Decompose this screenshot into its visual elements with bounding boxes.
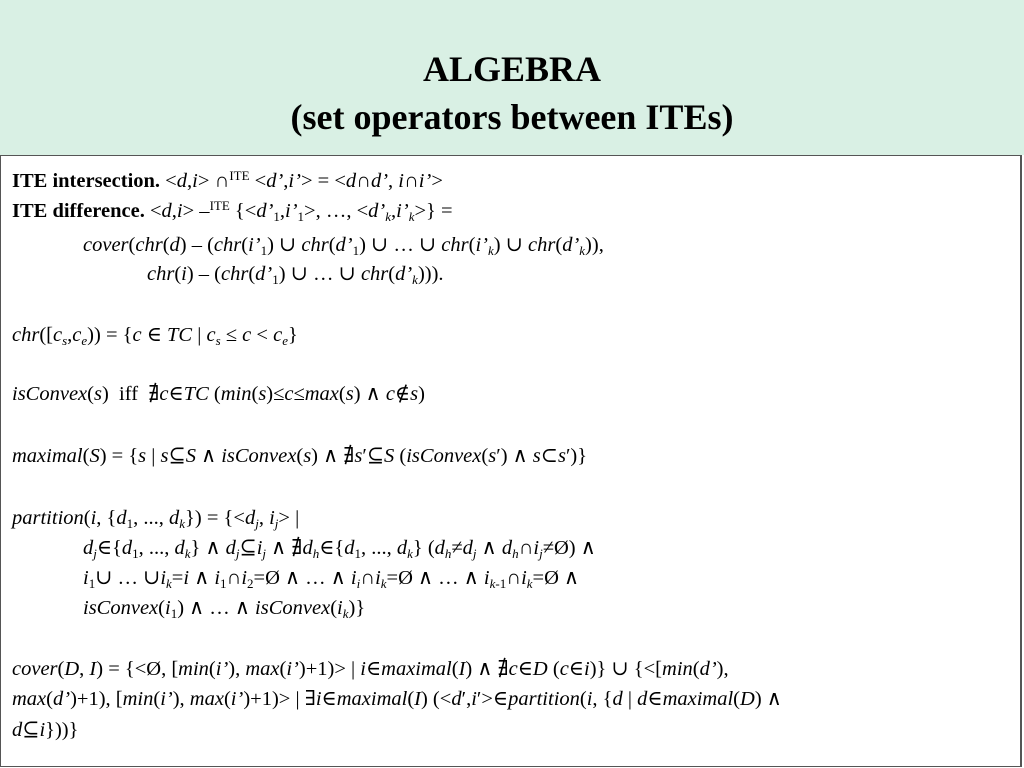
ite-intersection-definition: ITE intersection. <d,i> ∩$^{ITE}$ <d’,i’> = <d∩d’, i∩i’> bbox=[12, 168, 443, 192]
maximal-definition: maximal(S) = {s | s⊆S ∧ isConvex(s) ∧ ∄s′⊆S (isConvex(s′) ∧ s⊂s′)} bbox=[12, 445, 588, 467]
chr-definition: $chr([c_s,c_e)) = \{c$ ∈ TC | $c_s \le c < c_e$} bbox=[12, 324, 298, 348]
ite-superscript: ITE bbox=[229, 168, 250, 183]
partition-condition-3: $isConvex(i_1)$ ∧ … ∧ $isConvex(i_k)$} bbox=[83, 597, 366, 621]
ite-difference-chr-line: $chr(i) - (chr(d’_1)$ ∪ … ∪ $chr(d’_k)$)). bbox=[147, 263, 444, 287]
ite-intersection-label: ITE intersection. bbox=[12, 170, 161, 192]
cover-definition-line3: d⊆i}))} bbox=[12, 719, 79, 741]
cover-definition-line2: max(d’)+1), [min(i’), max(i’)+1)> | ∃i∈maximal(I) (<d′,i′>∈partition(i, {d | d∈maximal(D) ∧ bbox=[12, 688, 782, 710]
title-banner bbox=[0, 0, 1024, 155]
partition-definition: partition(i, {$d_1$, ..., $d_k\}) = \{<d_j$, $i_j>$ | bbox=[12, 507, 300, 531]
slide-subtitle: (set operators between ITEs) bbox=[290, 97, 734, 137]
cover-definition-line1: cover(D, I) = {<Ø, [min(i’), max(i’)+1)> | i∈maximal(I) ∧ ∄c∈D (c∈i)} ∪ {<[min(d’), bbox=[12, 658, 729, 680]
ite-difference-cover-line: cover(chr(d) – ($chr(i’_1)$ ∪ $chr(d’_1)$ ∪ … ∪ $chr(i’_k)$ ∪ $chr(d’_k)$), bbox=[83, 234, 604, 258]
slide-title: ALGEBRA bbox=[422, 49, 602, 89]
isconvex-definition: isConvex(s) iff ∄c∈TC (min(s)≤c≤max(s) ∧ c∉s) bbox=[12, 383, 425, 405]
partition-condition-1: $d_j\in\{d_1$, ..., $d_k$} ∧ $d_j⊆i_j$ ∧ $∄d_h\in\{d_1$, ..., $d_k$} ($d_h\ne d_j$ ∧ $d_h\cap i_j\ne Ø$) ∧ bbox=[83, 537, 596, 561]
partition-condition-2: $i_1\cup$ … $\cup i_k=i$ ∧ $i_1\cap i_2=Ø$ ∧ … ∧ $i_i\cap i_k=Ø$ ∧ … ∧ $i_{k-1}\cap i_k=Ø$ ∧ bbox=[83, 567, 580, 591]
iff-word: iff bbox=[119, 383, 139, 405]
ite-superscript: ITE bbox=[209, 198, 230, 213]
ite-difference-label: ITE difference. bbox=[12, 200, 145, 222]
ite-difference-definition: ITE difference. <d,i> –$^{ITE}$ {$<d’_1,i’_1>$, …, $<d’_k,i’_k>$} = bbox=[12, 198, 453, 224]
definitions-box bbox=[0, 155, 1022, 767]
